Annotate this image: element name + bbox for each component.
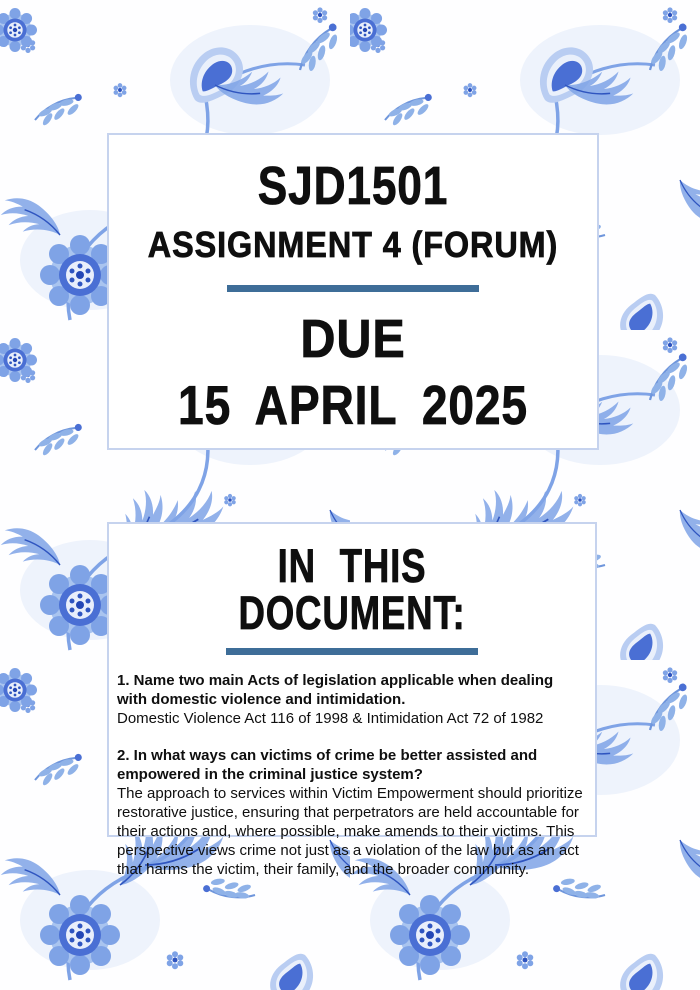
question-1: 1. Name two main Acts of legislation applicable when dealing with domestic violence and intimidation. <box>117 672 554 708</box>
due-date: 15 APRIL 2025 <box>178 374 528 436</box>
course-code: SJD1501 <box>257 156 449 216</box>
qa-item-2 <box>109 746 595 879</box>
answer-2: The approach to services within Victim Empowerment should prioritize restorative justice, ensuring that perpetrators are held accountable for their actions and, where possible, make amends to their victims. This perspective views crime not just as a violation of the law but as an act that harms the victim, their family, and the broader community. <box>117 785 583 878</box>
due-label: DUE <box>300 309 406 369</box>
question-2: 2. In what ways can victims of crime be better assisted and empowered in the criminal justice system? <box>117 747 538 783</box>
assignment-title: ASSIGNMENT 4 (FORUM) <box>147 224 559 265</box>
qa-item-1 <box>109 671 595 728</box>
divider-line <box>226 648 478 655</box>
content-heading: IN THIS DOCUMENT: <box>238 539 466 639</box>
divider-line <box>227 285 479 292</box>
content-card <box>107 522 597 878</box>
header-card <box>107 133 599 450</box>
answer-1: Domestic Violence Act 116 of 1998 & Intimidation Act 72 of 1982 <box>117 710 544 727</box>
